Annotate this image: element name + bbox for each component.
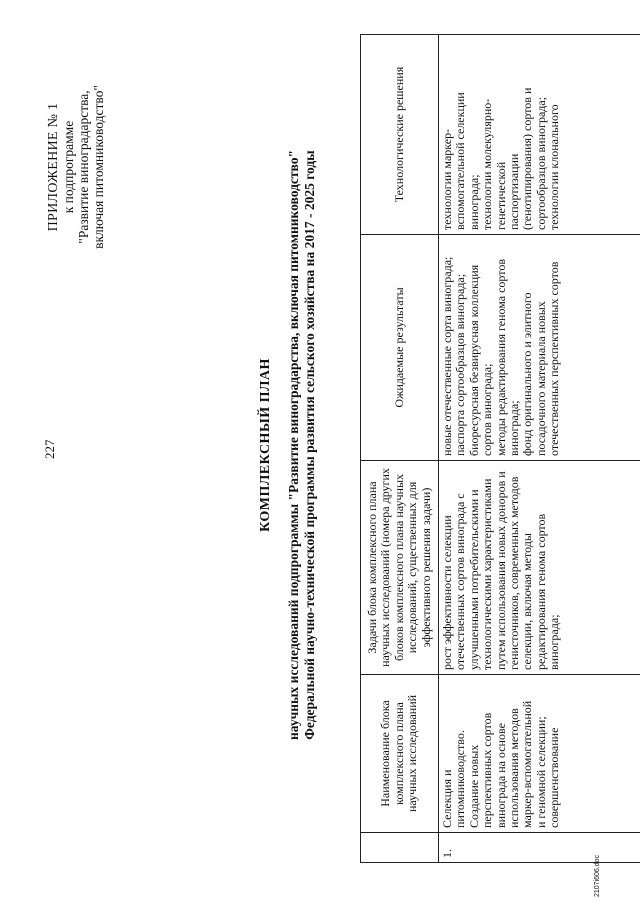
appendix-note [46, 52, 106, 282]
header-number [361, 833, 439, 863]
title-main: КОМПЛЕКСНЫЙ ПЛАН [258, 358, 273, 532]
page-number: 227 [42, 439, 57, 459]
row-block-name: Селекция и питомниководство. Создание новых перспективных сортов винограда на основе использования методов маркер-вспомогательной и геномной селекции; совершенствование [439, 675, 640, 833]
table-row [439, 35, 640, 863]
row-number: 1. [439, 833, 640, 863]
title-line-1: научных исследований подпрограммы "Развитие виноградарства, включая питомниководство" [286, 150, 301, 740]
table-header-row [361, 35, 439, 863]
row-tasks: рост эффективности селекции отечественных сортов винограда с улучшенными потребительскими и технологическими характеристиками путем использования новых доноров и генисточников, современных методов селекции, включая методы редактирования генома сортов винограда; [439, 461, 640, 675]
research-plan-table [360, 34, 640, 863]
footer-file-code: 2107i606.doc [594, 854, 601, 897]
header-expected-results: Ожидаемые результаты [361, 235, 439, 461]
appendix-line-4: включая питомниководство" [91, 85, 106, 249]
appendix-heading: ПРИЛОЖЕНИЕ № 1 [46, 102, 61, 232]
row-expected-results: новые отечественные сорта винограда; паспорта сортообразцов винограда; биоресурсная безвирусная коллекция сортов винограда; методы редактирования генома сортов винограда; фонд оригинального и элитного посадочного материала новых отечественных перспективных сортов [439, 235, 640, 461]
header-tasks: Задачи блока комплексного плана научных исследований (номера других блоков комплексного плана научных исследований, существенных для эффективного решения задачи) [361, 461, 439, 675]
row-technological-solutions: технологии маркер- вспомогательной селекции винограда; технологии молекулярно- генетической паспортизации (генотипирования) сортов и сортообразцов винограда; технологии клонального [439, 35, 640, 235]
header-technological-solutions: Технологические решения [361, 35, 439, 235]
header-block-name: Наименование блока комплексного плана научных исследований [361, 675, 439, 833]
document-title [258, 65, 318, 825]
title-line-2: Федеральной научно-технической программы развития сельского хозяйства на 2017 - 2025 годы [302, 150, 317, 740]
appendix-line-2: к подпрограмме [61, 120, 76, 214]
appendix-line-3: "Развитие виноградарства, [76, 90, 91, 244]
